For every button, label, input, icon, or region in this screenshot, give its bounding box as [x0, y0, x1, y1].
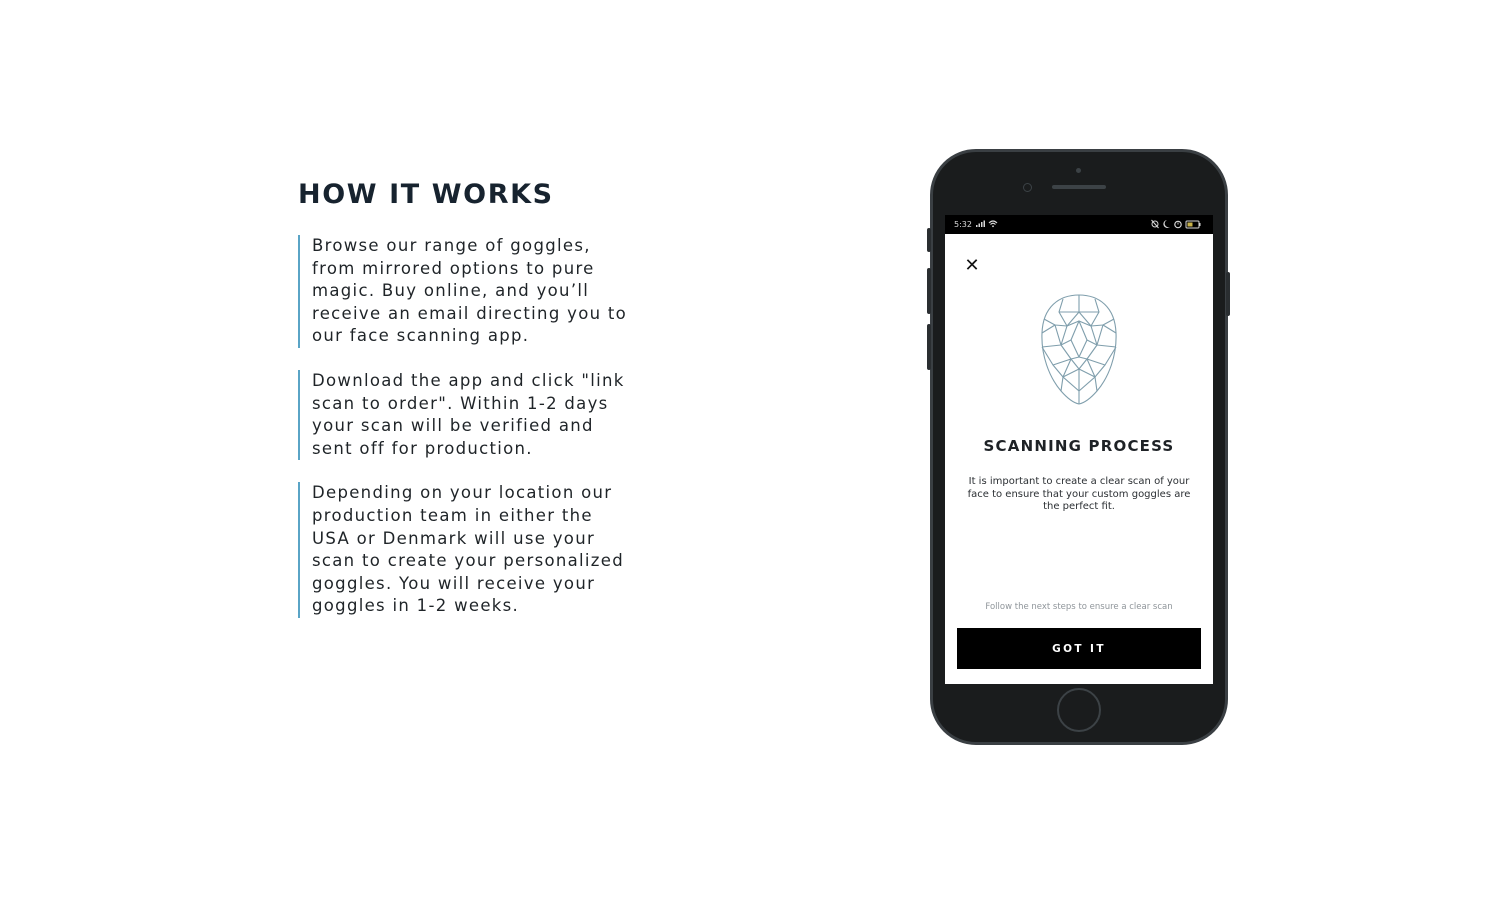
step-2-line: scan to order". Within 1-2 days	[312, 393, 609, 413]
step-3-line: goggles in 1-2 weeks.	[312, 596, 520, 616]
step-2-line: your scan will be verified and	[312, 416, 594, 436]
scan-title: SCANNING PROCESS	[983, 437, 1175, 455]
section-heading: HOW IT WORKS	[298, 179, 554, 210]
step-1-line: from mirrored options to pure	[312, 258, 595, 278]
phone-home-button	[1057, 688, 1101, 732]
phone-earpiece	[1052, 185, 1106, 189]
status-right-icons	[1151, 218, 1203, 232]
app-screen	[945, 234, 1213, 684]
step-3	[298, 482, 658, 618]
step-3-line: goggles. You will receive your	[312, 573, 596, 593]
step-1-line: receive an email directing you to	[312, 303, 628, 323]
step-2-line: Download the app and click "link	[312, 370, 625, 390]
how-it-works-section	[298, 178, 658, 640]
scan-hint: Follow the next steps to ensure a clear scan	[985, 602, 1173, 612]
step-3-line: Depending on your location our	[312, 483, 613, 503]
step-1-line: Browse our range of goggles,	[312, 236, 591, 255]
signal-icon	[976, 219, 1006, 230]
step-3-line: USA or Denmark will use your	[312, 528, 596, 548]
face-mesh-icon	[1037, 293, 1121, 407]
close-icon[interactable]: ✕	[964, 255, 980, 276]
phone-volume-up	[927, 268, 931, 314]
step-2	[298, 370, 658, 460]
got-it-button[interactable]: GOT IT	[957, 628, 1201, 669]
phone-front-camera	[1023, 183, 1032, 192]
phone-mute-switch	[927, 228, 931, 252]
scan-description: It is important to create a clear scan of your face to ensure that your custom goggles are the perfect fit.	[967, 476, 1191, 513]
status-bar	[945, 215, 1213, 234]
step-3-line: scan to create your personalized	[312, 551, 624, 571]
step-1-line: magic. Buy online, and you’ll	[312, 281, 590, 301]
step-1-line: our face scanning app.	[312, 326, 530, 346]
phone-proximity-sensor	[1076, 168, 1081, 173]
step-1	[298, 235, 658, 348]
phone-power-button	[1226, 272, 1230, 316]
phone-volume-down	[927, 324, 931, 370]
step-2-line: sent off for production.	[312, 438, 533, 458]
status-time: 5:32	[954, 220, 972, 229]
step-3-line: production team in either the	[312, 505, 593, 525]
